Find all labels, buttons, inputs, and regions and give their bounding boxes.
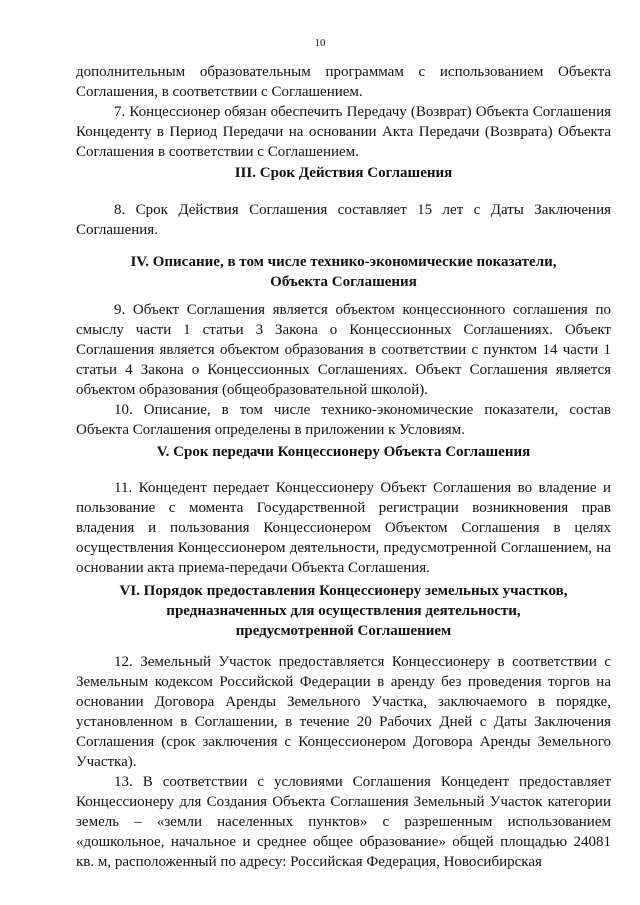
section-heading-5-title: V. Срок передачи Концессионеру Объекта Соглашения <box>156 444 531 460</box>
paragraph-10: 10. Описание, в том числе технико-экономические показатели, состав Объекта Соглашения определены в приложении к Условиям. <box>76 402 611 438</box>
paragraph-7: 7. Концессионер обязан обеспечить Передачу (Возврат) Объекта Соглашения Концеденту в Период Передачи на основании Акта Передачи (Возврата) Объекта Соглашения в соответствии с Соглашением. <box>76 104 611 160</box>
section-heading-4 <box>76 252 611 292</box>
text-block-3 <box>76 300 611 440</box>
paragraph-11: 11. Концедент передает Концессионеру Объект Соглашения во владение и пользование с момента Государственной регистрации возникновения прав владения и пользования Концессионером Объектом Соглашения в целях осуществления Концессионером деятельности, предусмотренной Соглашением, на основании акта приема-передачи Объекта Соглашения. <box>76 480 611 576</box>
page-number: 10 <box>314 37 326 49</box>
paragraph-9: 9. Объект Соглашения является объектом концессионного соглашения по смыслу части 1 статьи 3 Закона о Концессионных Соглашениях. Объект Соглашения является объектом образования в соответствии с пунктом 14 части 1 статьи 4 Закона о Концессионных Соглашениях. Объект Соглашения является объектом образования (общеобразовательной школой). <box>76 302 611 398</box>
section-heading-4-line-2: Объекта Соглашения <box>270 274 417 290</box>
text-block-1 <box>76 62 611 162</box>
section-heading-3-title: III. Срок Действия Соглашения <box>234 165 453 181</box>
paragraph-12: 12. Земельный Участок предоставляется Концессионеру в соответствии с Земельным кодексом Российской Федерации в аренду без проведения торгов на основании Договора Аренды Земельного Участка, заключаемого в порядке, установленном в Соглашении, в течение 20 Рабочих Дней с Даты Заключения Соглашения (срок заключения с Концессионером Договора Аренды Земельного Участка). <box>76 654 611 770</box>
section-heading-5 <box>76 442 611 462</box>
section-heading-3 <box>76 163 611 183</box>
paragraph-continuation: дополнительным образовательным программам с использованием Объекта Соглашения, в соответствии с Соглашением. <box>76 64 611 100</box>
text-block-2 <box>76 200 611 240</box>
text-block-5 <box>76 652 611 872</box>
section-heading-6-line-2: предназначенных для осуществления деятельности, <box>166 603 521 619</box>
section-heading-6-line-1: VI. Порядок предоставления Концессионеру земельных участков, <box>119 583 568 599</box>
section-heading-6 <box>76 581 611 641</box>
paragraph-8: 8. Срок Действия Соглашения составляет 15 лет с Даты Заключения Соглашения. <box>76 202 611 238</box>
paragraph-13: 13. В соответствии с условиями Соглашения Концедент предоставляет Концессионеру для Создания Объекта Соглашения Земельный Участок категории земель – «земли населенных пунктов» с разрешенным использованием «дошкольное, начальное и среднее общее образование» общей площадью 24081 кв. м, расположенный по адресу: Российская Федерация, Новосибирская <box>76 774 611 870</box>
text-block-4 <box>76 478 611 578</box>
section-heading-6-line-3: предусмотренной Соглашением <box>235 623 452 639</box>
section-heading-4-line-1: IV. Описание, в том числе технико-экономические показатели, <box>130 254 557 270</box>
